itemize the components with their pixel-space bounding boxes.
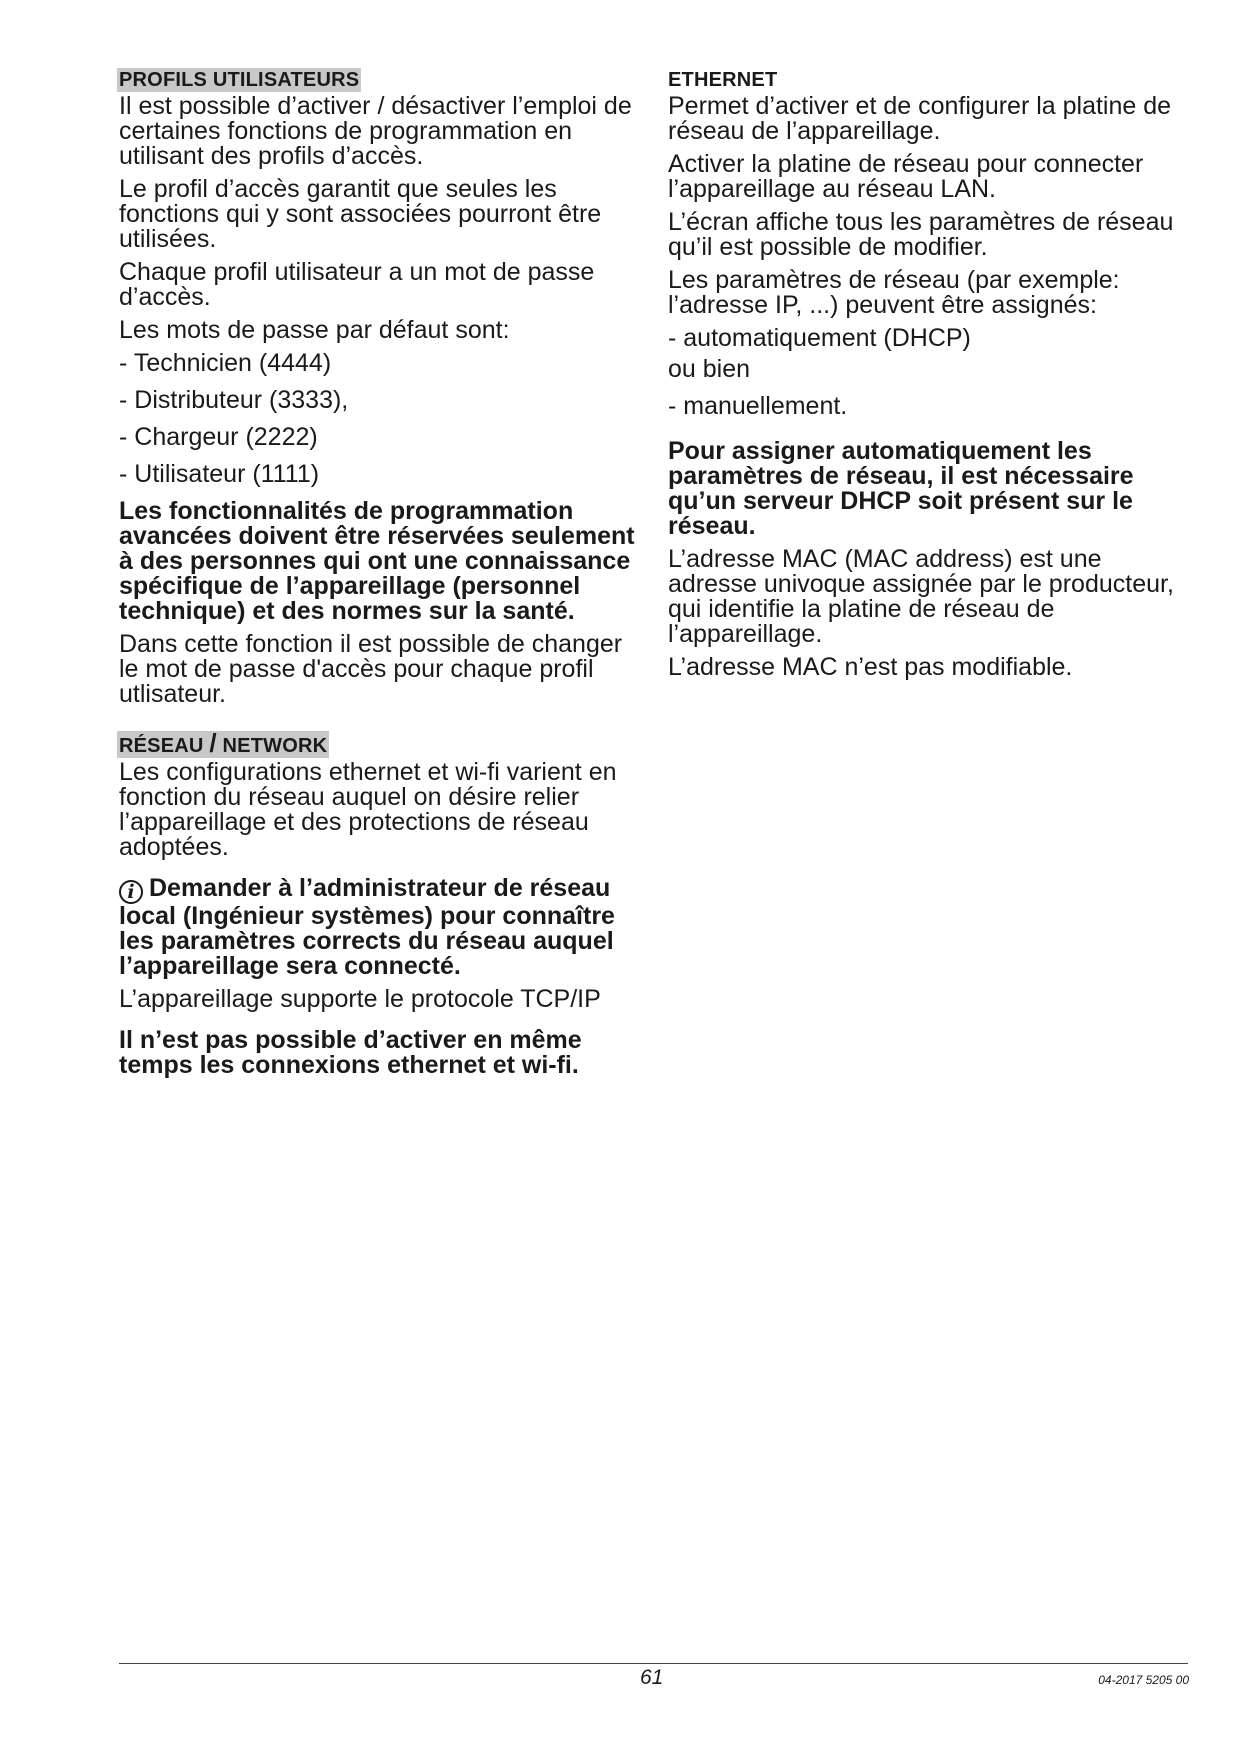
footer-rule — [119, 1663, 1188, 1664]
reseau-heading — [117, 728, 329, 758]
reseau-paragraph-1: Les configurations ethernet et wi-fi varient en fonction du réseau auquel on désire relier l’appareillage et des protections de réseau adoptées. — [119, 758, 617, 861]
reseau-heading-fr: RÉSEAU — [119, 735, 204, 757]
profils-paragraph-1: Il est possible d’activer / désactiver l’emploi de certaines fonctions de programmation en utilisant des profils d’accès. — [119, 92, 632, 170]
simultaneous-connection-warning: Il n’est pas possible d’activer en même temps les connexions ethernet et wi-fi. — [119, 1026, 582, 1079]
profils-paragraph-3: Chaque profil utilisateur a un mot de passe d’accès. — [119, 258, 595, 311]
info-icon: i — [119, 880, 143, 904]
password-list-item: - Technicien (4444) — [119, 349, 332, 377]
password-list-item: - Distributeur (3333), — [119, 386, 349, 414]
ethernet-paragraph-1: Permet d’activer et de configurer la platine de réseau de l’appareillage. — [668, 92, 1172, 145]
admin-note — [119, 876, 639, 979]
admin-note-text: Demander à l’administrateur de réseau local (Ingénieur systèmes) pour connaître les paramètres corrects du réseau auquel l’appareillage sera connecté. — [119, 874, 615, 980]
ethernet-paragraph-3: L’écran affiche tous les paramètres de réseau qu’il est possible de modifier. — [668, 208, 1174, 261]
assign-option-auto: - automatiquement (DHCP) — [668, 324, 971, 352]
advanced-features-warning: Les fonctionnalités de programmation avancées doivent être réservées seulement à des personnes qui ont une connaissance spécifique de l’appareillage (personnel technique) et des normes sur la santé. — [119, 497, 635, 625]
password-list-item: - Utilisateur (1111) — [119, 460, 320, 488]
dhcp-note: Pour assigner automatiquement les paramètres de réseau, il est nécessaire qu’un serveur DHCP soit présent sur le réseau. — [668, 437, 1134, 540]
ethernet-heading: ETHERNET — [668, 69, 778, 91]
document-code: 04-2017 5205 00 — [1098, 1673, 1189, 1687]
change-password-paragraph: Dans cette fonction il est possible de changer le mot de passe d'accès pour chaque profil utlisateur. — [119, 630, 623, 708]
tcpip-paragraph: L’appareillage supporte le protocole TCP/IP — [119, 985, 601, 1013]
page-number: 61 — [640, 1666, 664, 1689]
profils-paragraph-4: Les mots de passe par défaut sont: — [119, 316, 510, 344]
or-text: ou bien — [668, 355, 751, 383]
right-column — [668, 68, 1188, 688]
reseau-heading-en: NETWORK — [222, 735, 328, 757]
assign-option-manual: - manuellement. — [668, 392, 848, 420]
profils-paragraph-2: Le profil d’accès garantit que seules les fonctions qui y sont associées pourront être utilisées. — [119, 175, 602, 253]
reseau-heading-slash: / — [209, 728, 217, 758]
left-column — [119, 68, 639, 1086]
password-list-item: - Chargeur (2222) — [119, 423, 318, 451]
mac-paragraph-2: L’adresse MAC n’est pas modifiable. — [668, 653, 1073, 681]
profils-heading: PROFILS UTILISATEURS — [119, 69, 360, 91]
mac-paragraph-1: L’adresse MAC (MAC address) est une adresse univoque assignée par le producteur, qui identifie la platine de réseau de l’appareillage. — [668, 545, 1174, 648]
ethernet-paragraph-4: Les paramètres de réseau (par exemple: l’adresse IP, ...) peuvent être assignés: — [668, 266, 1120, 319]
ethernet-paragraph-2: Activer la platine de réseau pour connecter l’appareillage au réseau LAN. — [668, 150, 1144, 203]
